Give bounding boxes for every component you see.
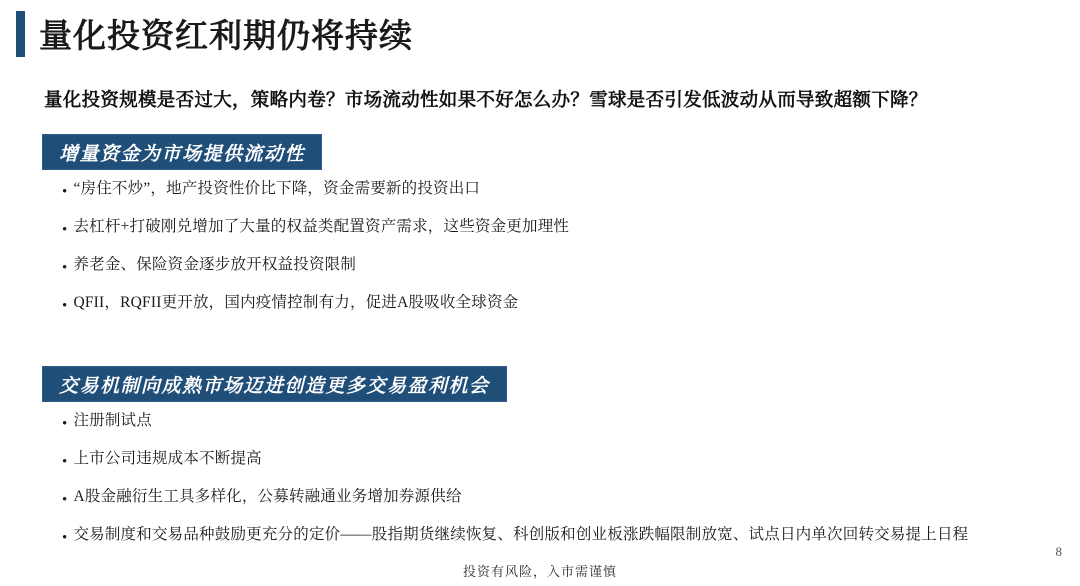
bullet-dot-icon: • (62, 222, 68, 238)
list-item (62, 412, 968, 432)
list-item-text: 去杠杆+打破刚兑增加了大量的权益类配置资产需求，这些资金更加理性 (73, 218, 570, 235)
bullet-dot-icon: • (62, 492, 68, 508)
page-number: 8 (1055, 544, 1062, 559)
section-header-1-label: 增量资金为市场提供流动性 (59, 143, 306, 165)
footer-disclaimer: 投资有风险，入市需谨慎 (462, 564, 617, 579)
list-item-text: 养老金、保险资金逐步放开权益投资限制 (73, 256, 357, 273)
list-item (62, 218, 569, 238)
list-item (62, 294, 569, 314)
list-item (62, 256, 569, 276)
bullet-dot-icon: • (62, 260, 68, 276)
list-item-text: 上市公司违规成本不断提高 (73, 450, 262, 467)
list-item (62, 180, 569, 200)
bullet-dot-icon: • (62, 184, 68, 200)
bullet-dot-icon: • (62, 298, 68, 314)
slide-title-row (0, 10, 413, 57)
list-item (62, 450, 968, 470)
list-item-text: QFII，RQFII更开放，国内疫情控制有力，促进A股吸收全球资金 (73, 294, 519, 311)
list-item (62, 488, 968, 508)
list-item-text: 交易制度和交易品种鼓励更充分的定价——股指期货继续恢复、科创版和创业板涨跌幅限制放宽、试点日内单次回转交易提上日程 (73, 526, 969, 543)
bullet-list-section-1 (62, 180, 569, 332)
bullet-dot-icon: • (62, 454, 68, 470)
lead-question: 量化投资规模是否过大，策略内卷？市场流动性如果不好怎么办？雪球是否引发低波动从而导致超额下降？ (44, 91, 928, 111)
page-title: 量化投资红利期仍将持续 (39, 19, 413, 55)
section-header-1 (42, 134, 322, 170)
section-header-2 (42, 366, 507, 402)
bullet-dot-icon: • (62, 530, 68, 546)
list-item-text: A股金融衍生工具多样化，公募转融通业务增加券源供给 (73, 488, 462, 505)
list-item-text: “房住不炒”，地产投资性价比下降，资金需要新的投资出口 (73, 180, 481, 197)
bullet-dot-icon: • (62, 416, 68, 432)
list-item (62, 526, 968, 546)
title-accent-bar (16, 11, 25, 57)
bullet-list-section-2 (62, 412, 968, 564)
section-header-2-label: 交易机制向成熟市场迈进创造更多交易盈利机会 (59, 375, 490, 397)
list-item-text: 注册制试点 (73, 412, 152, 429)
